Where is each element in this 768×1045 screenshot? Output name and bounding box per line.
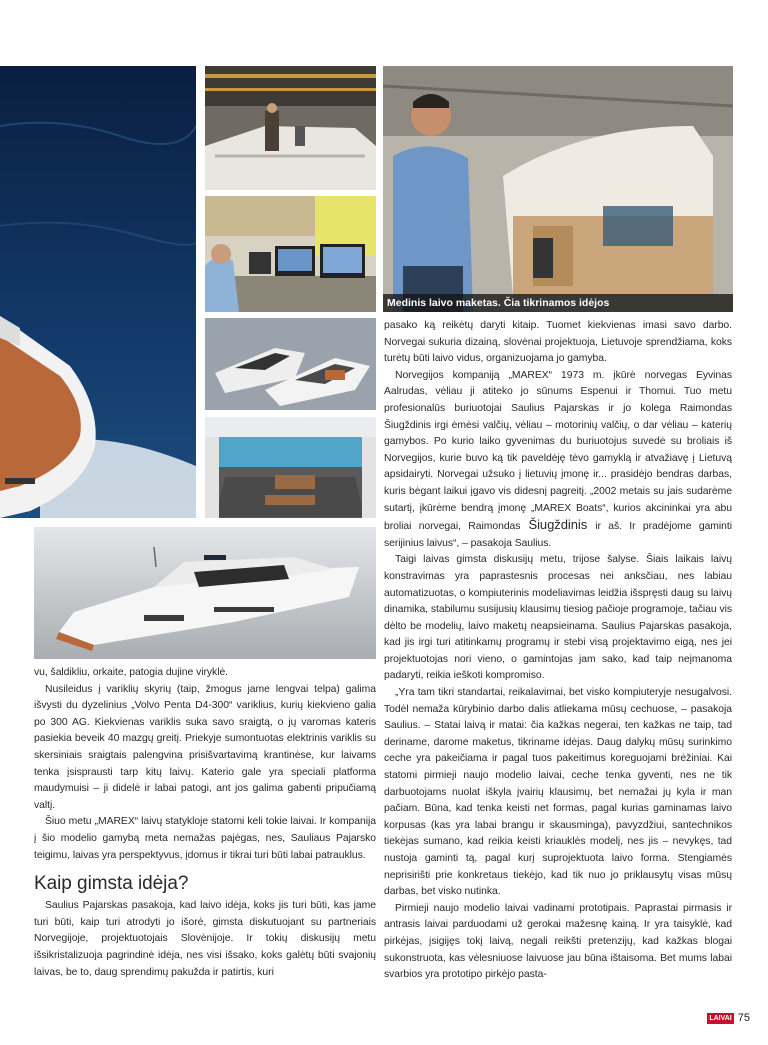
paragraph: Taigi laivas gimsta diskusijų metu, trijose šalyse. Šiais laikais laivų konstravimas yra paprastesnis procesas nei anksčiau, nes labiau automatizuotas, o kompiuterinis modeliavimas leidžia išspręsti daug su laivų dinamika, stabilumu susijusių klausimų tiesiog pačioje programoje, tačiau vis dėlto be modelių, laivo maketų neapsieinama. Saulius Pajarskas pasakoja, kad jis irgi turi atitinkamų programų ir stebi visą projektavimo eigą, nes jei projektuotojas nori vieno, o gamintojas jam sako, kad taip neįmanoma padaryti, reikia ieškoti kompromiso.: [384, 554, 732, 682]
paragraph: „Yra tam tikri standartai, reikalavimai, bet visko kompiuteryje nesugalvosi. Todėl nemaža kūrybinio darbo dalis atliekama mūsų cechuose, – pasakoja Saulius. – Statai laivą ir matai: čia kažkas negerai, ten kažkas ne taip, tad deriname, darome maketus, tikriname idėjas. Daug dalykų mūsų surinkimo ceche yra pakeičiama ir pagal tuos pakeitimus koreguojami brėžiniai. Kai statomi pirmieji naujo modelio laivai, ceche tenka gyventi, nes ne tik darbuotojams nuolat iškyla įvairių klausimų, bet nemažai jų kyla ir man pačiam. Būna, kad tenka keisti net formas, pagal kurias gaminamas laivo korpusas (kas yra labai brangu ir skausminga), pavyzdžiui, santechnikos tiekėjas sumano, kad reikia keisti kriauklės modelį, nes jis – nevykęs, tad nustoja gaminti tą, pagal kurį suprojektuota laivo forma. Stengiamės neprisirišti prie konkretaus tiekėjo, kad tik nuo jo priklausytų visas mūsų darbas, bet visko nutinka.: [384, 687, 732, 898]
name-highlight: Šiugždinis: [520, 517, 596, 533]
photo-caption: Medinis laivo maketas. Čia tikrinamos idėjos: [383, 294, 733, 312]
photo-3d-renders: [205, 318, 376, 410]
section-heading: Kaip gimsta idėja?: [34, 873, 189, 895]
photo-yacht-at-sea: [0, 66, 196, 518]
photo-designer-computers: [205, 196, 376, 312]
paragraph: Norvegijos kompaniją „MAREX“ 1973 m. įkūrė norvegas Eyvinas Aalrudas, vėliau ji atiteko jo sūnums Espenui ir Thomui. Tuo metu profesionalūs buriuotojai Saulius Pajarskas ir jo kolega Raimondas Šiugždinis irgi ėmėsi valčių, vėliau – motorinių valčių, o dar vėliau – katerių gamybos. Po kurio laiko gyvenimas du buriuotojus suvedė su broliais iš Norvegijos, kurie buvo ką tik paveldėję tėvo gamyklą ir atvažiavę į Lietuvą apsidairyti. Norvegai užsuko į lietuvių įmonę ir... prasidėjo bendras darbas, kuris bėgant laikui įgavo vis didesnį pagreitį. „2002 metais su jais sudarėme sutartį, įkūrėme bendrą įmonę „MAREX Boats“, kurios akcininkai yra abu broliai norvegai, Raimondas Šiugždinis ir aš. Ir pradėjome gaminti serijinius laivus“, – pasakoja Saulius.: [384, 369, 732, 549]
paragraph: Pirmieji naujo modelio laivai vadinami prototipais. Paprastai pirmasis ir antrasis laivai parduodami už gerokai mažesnę kainą. Ir yra taisyklė, kad pirkėjas, įsigijęs tokį laivą, negali reikšti pretenzijų, kad kažkas blogai sukonstruota, kas vėlesniuose laivuose jau būna ištaisoma. Bet mums labai svarbios yra prototipo pirkėjo pasta-: [384, 902, 732, 981]
page-number: 75: [737, 1012, 750, 1024]
paragraph-tail: ir aš. Ir pradėjome gaminti serijinius laivus“, – pasakoja Saulius.: [384, 521, 732, 549]
paragraph: pasako ką reikėtų daryti kitaip. Tuomet kiekvienas imasi savo darbo. Norvegai sukuria dizainą, slovėnai projektuoja, Lietuvoje sprendžiama, koks turėtų būti laivo vidus, organizuojama jo gamyba.: [384, 320, 732, 365]
article-column-right: [384, 318, 732, 984]
photo-workshop-hull: [205, 66, 376, 190]
paragraph: Nusileidus į variklių skyrių (taip, žmogus jame lengvai telpa) galima išvysti du dyzelinius „Volvo Penta D4-300“ variklius, kurių kiekvieno galia po 300 AG. Kiekvienas variklis suka savo sraigtą, o jų varomas kateris pasiekia beveik 40 mazgų greitį. Priekyje sumontuotas elektrinis variklis su skersiniais sraigtais palengvina prisišvartavimą krantinėse, kur laivams tenka įsisprausti tarp kitų laivų. Katerio gale yra speciali platforma maudymuisi – ji didelė ir labai patogi, ant jos galima gabenti pripučiamą valtį.: [34, 683, 376, 811]
magazine-badge: LAIVAI: [709, 1014, 732, 1022]
page-footer: [707, 1012, 750, 1024]
paragraph: Šiuo metu „MAREX“ laivų statykloje statomi keli tokie laivai. Ir kompanija į šio modelio gamybą meta nemažas pajėgas, nes, Sauliaus Pajarsko teigimu, laivas yra perspektyvus, įdomus ir tikrai turi būti labai patrauklus.: [34, 816, 376, 861]
paragraph: vu, šaldikliu, orkaite, patogia dujine viryklė.: [34, 667, 229, 678]
paragraph: Saulius Pajarskas pasakoja, kad laivo idėja, koks jis turi būti, kas jame turi būti, kaip turi atrodyti jo išorė, gimsta diskutuojant su partneriais Norvegijoje, projektuotojais Slovėnijoje. Ir tokių diskusijų metu išsikristalizuoja pagrindinė idėja, nes visi išsako, koks galėtų būti svajonių laivas, be to, daug sprendimų pakuždа ir patirtis, kuri: [34, 900, 376, 978]
article-column-left: [34, 665, 376, 981]
photo-yacht-render: [34, 527, 376, 659]
photo-wooden-mockup: [383, 66, 733, 312]
photo-interior-cockpit: [205, 417, 376, 518]
